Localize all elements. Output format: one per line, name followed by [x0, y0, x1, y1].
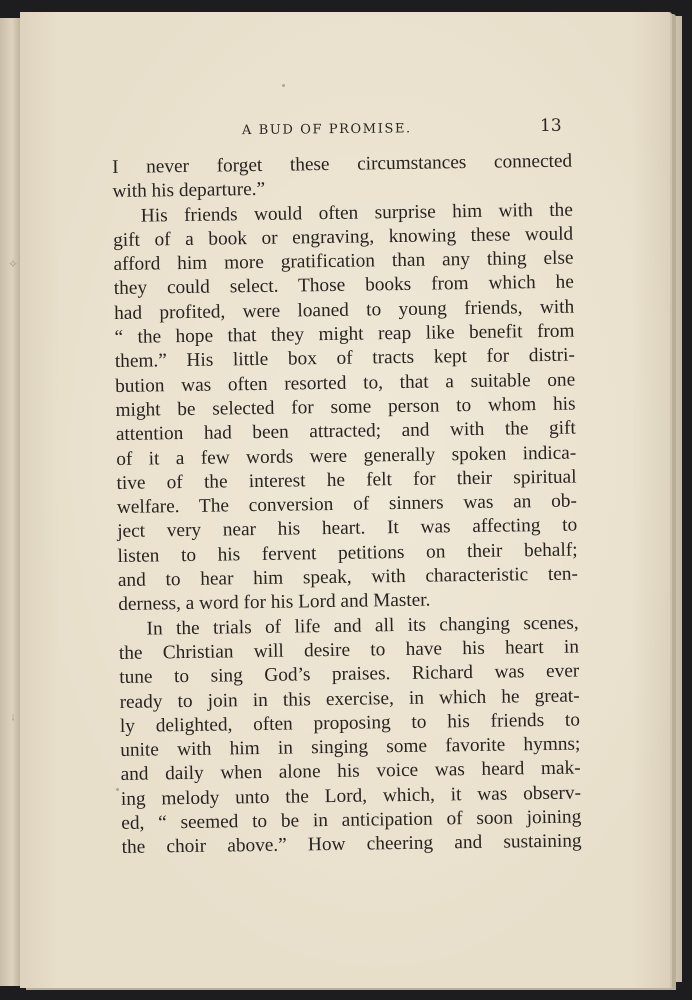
- text-line: of it a few words were generally spoken indica-: [116, 442, 577, 470]
- text-line: ject very near his heart. It was affecting to: [117, 514, 578, 543]
- text-line: gift of a book or engraving, knowing these would: [113, 223, 574, 251]
- text-line: His friends would often surprise him with the: [140, 199, 573, 227]
- text-line: and to hear him speak, with characteristic ten-: [117, 563, 579, 592]
- text-line: ready to join in this exercise, in which he great-: [119, 685, 580, 713]
- text-line: attention had been attracted; and with the gift: [115, 417, 576, 446]
- page-number: 13: [539, 115, 562, 136]
- binding-thread-mark: ᛍ: [9, 712, 17, 726]
- text-line: ed, “ seemed to be in anticipation of soon joining: [121, 806, 582, 834]
- text-line: the Christian will desire to have his heart in: [118, 636, 580, 664]
- text-line: “ the hope that they might reap like benefit from: [114, 320, 575, 349]
- running-head: [20, 117, 670, 146]
- text-line: them.” His little box of tracts kept for distri-: [114, 344, 575, 373]
- text-line: the choir above.” How cheering and sustaining: [121, 830, 582, 859]
- text-line: tune to sing God’s praises. Richard was ever: [119, 660, 580, 689]
- text-line: ing melody unto the Lord, which, it was observ-: [120, 782, 582, 810]
- paper-speck: [282, 84, 285, 87]
- text-line: had profited, were loaned to young friends, with: [114, 296, 575, 324]
- text-line: tive of the interest he felt for their spiritual: [116, 466, 577, 494]
- text-line: unite with him in singing some favorite hymns;: [120, 733, 581, 762]
- text-line: they could select. Those books from which he: [113, 272, 574, 300]
- binding-thread-mark: ⟡: [9, 256, 17, 270]
- text-line: ly delighted, often proposing to his friends to: [119, 709, 581, 737]
- previous-page-edge: [0, 18, 21, 986]
- page-fore-edge: [670, 16, 682, 982]
- text-line: derness, a word for his Lord and Master.: [118, 589, 431, 616]
- text-line: and daily when alone his voice was heard mak-: [120, 757, 581, 786]
- text-line: with his departure.”: [112, 179, 266, 203]
- paper-speck: [116, 788, 119, 791]
- text-line: welfare. The conversion of sinners was an ob-: [116, 490, 578, 519]
- text-line: listen to his fervent petitions on their behalf;: [117, 539, 578, 567]
- text-line: afford him more gratification than any thing else: [113, 247, 574, 276]
- text-line: I never forget these circumstances connected: [112, 150, 573, 178]
- book-page: [20, 12, 670, 988]
- running-head-title: A BUD OF PROMISE.: [241, 121, 412, 139]
- page-body-text: [112, 150, 582, 861]
- text-line: might be selected for some person to whom his: [115, 393, 576, 421]
- text-line: bution was often resorted to, that a suitable one: [115, 369, 576, 397]
- text-line: In the trials of life and all its changing scenes,: [146, 612, 579, 640]
